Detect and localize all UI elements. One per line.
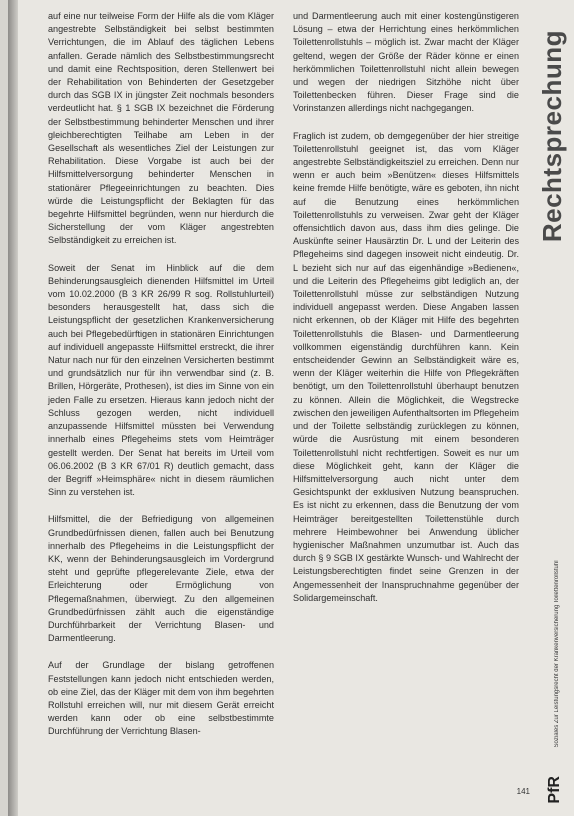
page-number: 141 <box>516 787 530 796</box>
right-text-column <box>293 10 519 619</box>
journal-logo: PfR <box>546 776 563 804</box>
paragraph: und Darmentleerung auch mit einer kostengünstigeren Lösung – etwa der Herrichtung eines herkömmlichen Toilettenrollstuhls – möglich ist. Zwar macht der Kläger geltend, wegen der Größe der Räder könne er einen herkömmlichen Toilettenrollstuhl nicht allein bewegen und wegen der niedrigen Sitzhöhe nicht über Toilettenbecken führen. Dieser Frage sind die Vorinstanzen allerdings nicht nachgegangen. <box>293 11 519 114</box>
paragraph: Auf der Grundlage der bislang getroffenen Feststellungen kann jedoch nicht entschieden werden, ob eine Ziel, das der Kläger mit dem von ihm begehrten Rollstuhl erreichen will, nur mit diesem Gerät erreicht werden kann oder ob eine selbstbestimmte Durchführung der Verrichtung Blasen- <box>48 660 274 737</box>
paragraph: Fraglich ist zudem, ob demgegenüber der hier streitige Toilettenrollstuhl geeignet ist, das vom Kläger angestrebte Selbständigkeitsziel zu erreichen. Denn nur wenn er auch beim »Benützen« dieses Hilfsmittels keine fremde Hilfe benötigte, wäre es geboten, ihn nicht auf die Benutzung eines herkömmlichen Toilettenrollstuhls zu verweisen. Zwar geht der Kläger offensichtlich davon aus, dass ihm dies gelinge. Die Auskünfte seiner Hausärztin Dr. L und der Leiterin des Pflegeheims sind dagegen insoweit nicht eindeutig. Dr. L bezieht sich nur auf das eigenhändige »Bedienen«, und die Leiterin des Pflegeheims gibt lediglich an, der Toilettenrollstuhl müsse zur selbständigen Nutzung individuell angepasst werden. Diese Angaben lassen nicht erkennen, ob der Kläger mit Hilfe des begehrten Toilettenrollstuhls die Blasen- und Darmentleerung vollkommen eigenständig durchführen kann. Kein entscheidender Gewinn an Selbständigkeit wäre es, wenn der Kläger weiterhin die Hilfe von Pflegekräften benötigt, um den Toilettenrollstuhl überhaupt benutzen zu können. Allein die Möglichkeit, die Wegstrecke zwischen den jeweiligen Aufenthaltsorten im Pflegeheim und der Toilette selbständig zurücklegen zu können, würde die Ausrüstung mit einem besonderen Toilettenrollstuhl nicht rechtfertigen. Soweit es nur um diese Möglichkeit geht, kann der Kläger die Hilfsmittelversorgung auch nicht unter dem Gesichtspunkt der exklusiven Nutzung beanspruchen. Es ist nicht zu erkennen, dass die Benutzung der vom Heimträger bereitgestellten Toilettenstühle durch mehrere Heimbewohner bei Anwendung üblicher hygienischer Maßnahmen unzumutbar ist. Auch das durch § 9 SGB IX gestärkte Wunsch- und Wahlrecht der Leistungsberechtigten findet seine Grenzen in der Angemessenheit der Inanspruchnahme gegenüber der Solidargemeinschaft. <box>293 130 519 603</box>
section-title: Rechtsprechung <box>537 30 567 243</box>
paragraph: Hilfsmittel, die der Befriedigung von allgemeinen Grundbedürfnissen dienen, fallen auch bei Benutzung innerhalb des Pflegeheims in die Leistungspflicht der KK, wenn der Behinderungsausgleich im Vordergrund steht und geprüfte pflegerelevante Ziele, etwa der Erleichterung oder Ermöglichung von Pflegemaßnahmen, überwiegt. Zu den allgemeinen Grundbedürfnissen zählt auch die eigenständige Durchführbarkeit der Verrichtung Blasen- und Darmentleerung. <box>48 514 274 644</box>
margin-running-head <box>554 560 560 747</box>
paragraph: Soweit der Senat im Hinblick auf die dem Behinderungsausgleich dienenden Hilfsmittel im Urteil vom 10.02.2000 (B 3 KR 26/99 R sog. Rollstuhlurteil) besonders herausgestellt hat, dass sich die Leistungspflicht der gesetzlichen Krankenversicherung auch bei Pflegebedürftigen in stationären Einrichtungen auf individuell angepasste Hilfsmittel erstreckt, die ihrer Natur nach nur für den einzelnen Versicherten bestimmt und grundsätzlich nur für ihn verwendbar sind (z. B. Brillen, Hörgeräte, Prothesen), ist dies im Sinne von ein jeden Falle zu ersetzen. Hieraus kann jedoch nicht der Schluss gezogen werden, nicht individuell anzupassende Hilfsmittel müssten bei Verwendung innerhalb eines Pflegeheims stets vom Heimträger gestellt werden. Der Senat hat bereits im Urteil vom 06.06.2002 (B 3 KR 67/01 R) deutlich gemacht, dass der Begriff »Heimsphäre« nicht in diesem räumlichen Sinn zu verstehen ist. <box>48 262 274 498</box>
paragraph: auf eine nur teilweise Form der Hilfe als die vom Kläger angestrebte Selbständigkeit bei selbst bestimmten Verrichtungen, die im Ablauf des täglichen Lebens anfallen. Gerade nämlich des Selbstbestimmungsrecht und damit eine Rechtsposition, deren Stellenwert bei der Rehabilitation von Behinderten der Gesetzgeber durch das SGB IX in jüngster Zeit nochmals besonders verdeutlicht hat. § 1 SGB IX bezeichnet die Förderung der Selbstbestimmung behinderter Menschen und ihrer gleichberechtigten Teilhabe am Leben in der Gesellschaft als wesentliches Ziel der Leistungen zur Rehabilitation. Diese Vorgabe ist auch bei der Hilfsmittelversorgung behinderter Menschen in stationärer Pflegeeinrichtungen zu beachten. Dies würde die Leistungspflicht der Beklagten für das begehrte Hilfsmittel begründen, wenn nur hierdurch die Sicherstellung der vom Kläger angestrebten Selbständigkeit zu erreichen ist. <box>48 11 274 246</box>
document-page <box>8 0 574 816</box>
journal-label: Soziales Zur Leistungsrecht der Krankenversicherung <box>554 604 560 748</box>
page-binding-shadow <box>8 0 18 816</box>
left-text-column <box>48 10 274 753</box>
topic-label: Toilettenrollstuhl <box>554 560 560 604</box>
